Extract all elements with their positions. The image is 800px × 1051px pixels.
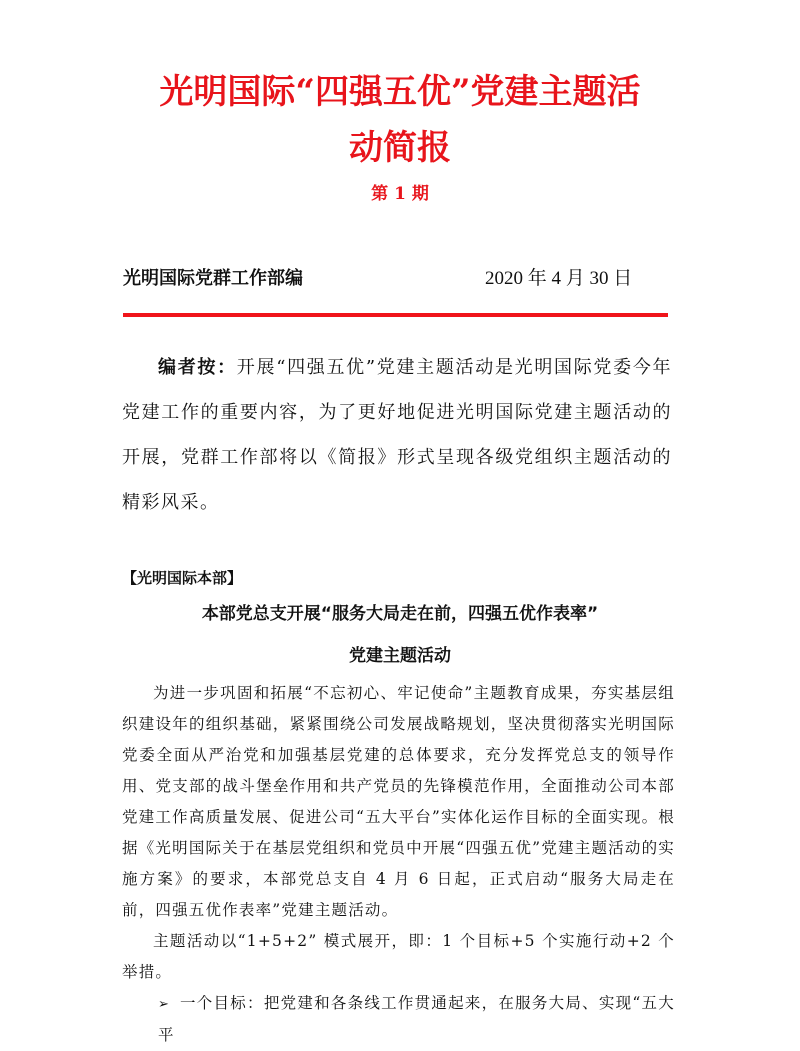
arrow-bullet-icon: ➢ — [158, 997, 171, 1012]
document-title-line-1: 光明国际“四强五优”党建主题活 — [159, 72, 641, 112]
issue-number: 第 1 期 — [371, 184, 429, 204]
red-divider — [123, 313, 668, 317]
document-title-line-2: 动简报 — [349, 128, 451, 168]
bullet-text: 一个目标：把党建和各条线工作贯通起来，在服务大局、实现“五大平 — [158, 994, 675, 1044]
article-title-line-1: 本部党总支开展“服务大局走在前，四强五优作表率” — [201, 604, 599, 624]
article-paragraph: 主题活动以“1+5+2” 模式展开，即：1 个目标+5 个实施行动+2 个举措。 — [122, 932, 675, 981]
publisher: 光明国际党群工作部编 — [123, 268, 303, 289]
publication-date: 2020 年 4 月 30 日 — [485, 268, 633, 289]
editor-note — [122, 345, 672, 525]
article-body — [122, 678, 675, 1051]
article-title-line-2: 党建主题活动 — [349, 646, 451, 666]
editor-note-text: 开展“四强五优”党建主题活动是光明国际党委今年党建工作的重要内容，为了更好地促进光明国际党建主题活动的开展，党群工作部将以《简报》形式呈现各级党组织主题活动的精彩风采。 — [122, 357, 673, 513]
article-paragraph: 为进一步巩固和拓展“不忘初心、牢记使命”主题教育成果，夯实基层组织建设年的组织基础，紧紧围绕公司发展战略规划，坚决贯彻落实光明国际党委全面从严治党和加强基层党建的总体要求，充分发挥党总支的领导作用、党支部的战斗堡垒作用和共产党员的先锋模范作用，全面推动公司本部党建工作高质量发展、促进公司“五大平台”实体化运作目标的全面实现。根据《光明国际关于在基层党组织和党员中开展“四强五优”党建主题活动的实施方案》的要求，本部党总支自 4 月 6 日起，正式启动“服务大局走在前，四强五优作表率”党建主题活动。 — [122, 684, 675, 919]
bullet-item — [122, 988, 675, 1051]
editor-note-label: 编者按： — [158, 357, 237, 378]
publication-meta — [123, 265, 668, 293]
section-tag: 【光明国际本部】 — [122, 569, 243, 587]
